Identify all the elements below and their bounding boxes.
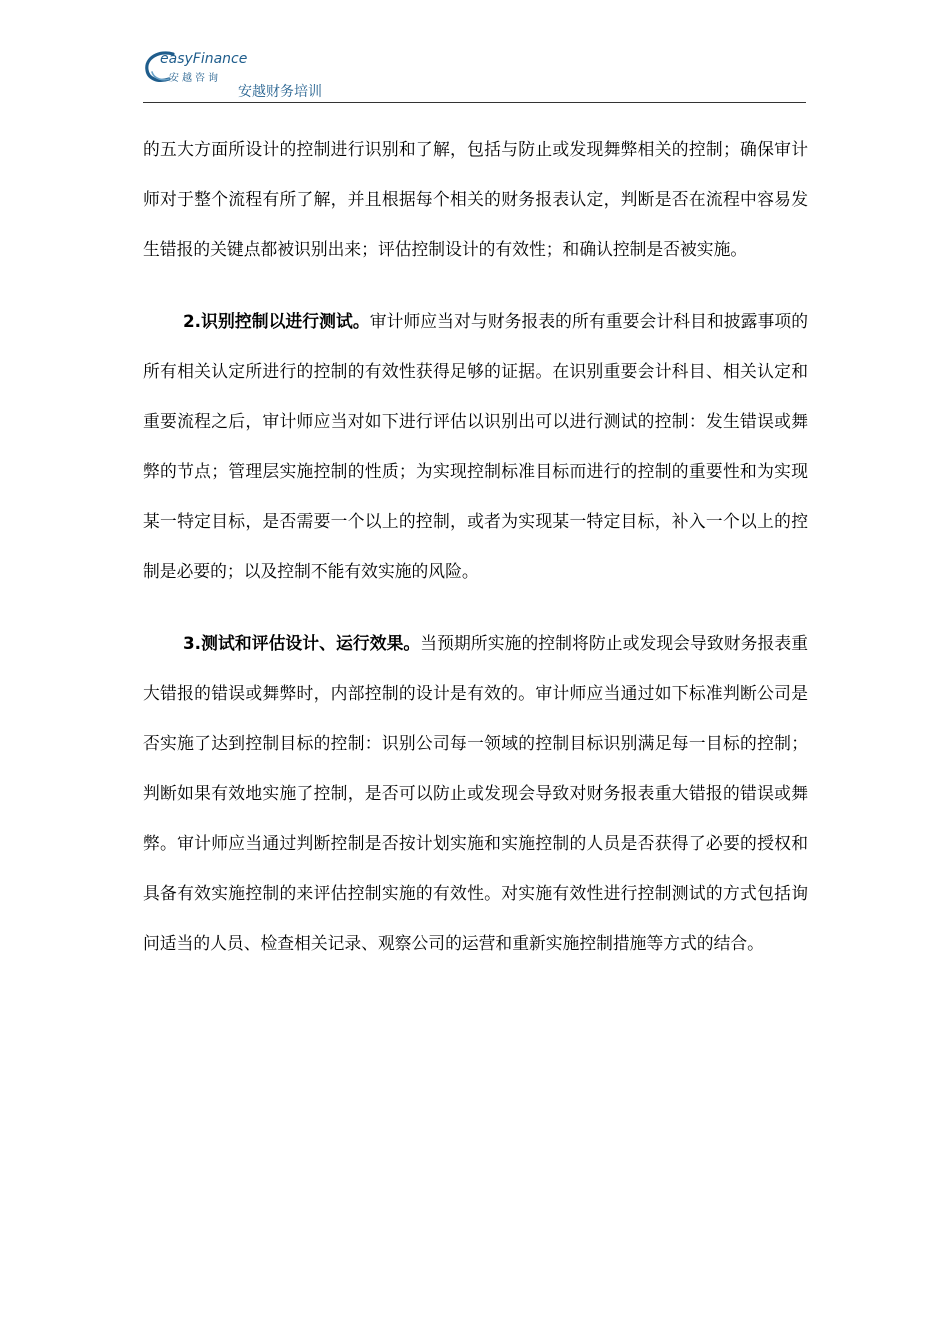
paragraph-2-text: 审计师应当对与财务报表的所有重要会计科目和披露事项的所有相关认定所进行的控制的有效性获得足够的证据。在识别重要会计科目、相关认定和重要流程之后，审计师应当对如下进行评估以识别出可以进行测试的控制：发生错误或舞弊的节点；管理层实施控制的性质；为实现控制标准目标而进行的控制的重要性和为实现某一特定目标，是否需要一个以上的控制，或者为实现某一特定目标，补入一个以上的控制是必要的；以及控制不能有效实施的风险。 — [143, 311, 808, 581]
page-header — [143, 46, 806, 103]
header-divider — [143, 102, 806, 103]
paragraph-3-text: 当预期所实施的控制将防止或发现会导致财务报表重大错报的错误或舞弊时，内部控制的设计是有效的。审计师应当通过如下标准判断公司是否实施了达到控制目标的控制：识别公司每一领域的控制目标识别满足每一目标的控制；判断如果有效地实施了控制，是否可以防止或发现会导致对财务报表重大错报的错误或舞弊。审计师应当通过判断控制是否按计划实施和实施控制的人员是否获得了必要的授权和具备有效实施控制的来评估控制实施的有效性。对实施有效性进行控制测试的方式包括询问适当的人员、检查相关记录、观察公司的运营和重新实施控制措施等方式的结合。 — [143, 633, 808, 953]
paragraph-3-heading: 3.测试和评估设计、运行效果。 — [183, 633, 421, 653]
paragraph-2 — [143, 296, 808, 596]
paragraph-2-heading: 2.识别控制以进行测试。 — [183, 311, 370, 331]
paragraph-1-text: 的五大方面所设计的控制进行识别和了解，包括与防止或发现舞弊相关的控制；确保审计师对于整个流程有所了解，并且根据每个相关的财务报表认定，判断是否在流程中容易发生错报的关键点都被识别出来；评估控制设计的有效性；和确认控制是否被实施。 — [143, 139, 808, 259]
logo-brand-text: easyFinance — [160, 51, 248, 67]
logo-chinese-text: 安越咨询 — [169, 73, 221, 84]
paragraph-3 — [143, 618, 808, 968]
paragraph-1 — [143, 124, 808, 274]
document-body — [143, 124, 808, 968]
header-subtitle: 安越财务培训 — [238, 84, 322, 100]
